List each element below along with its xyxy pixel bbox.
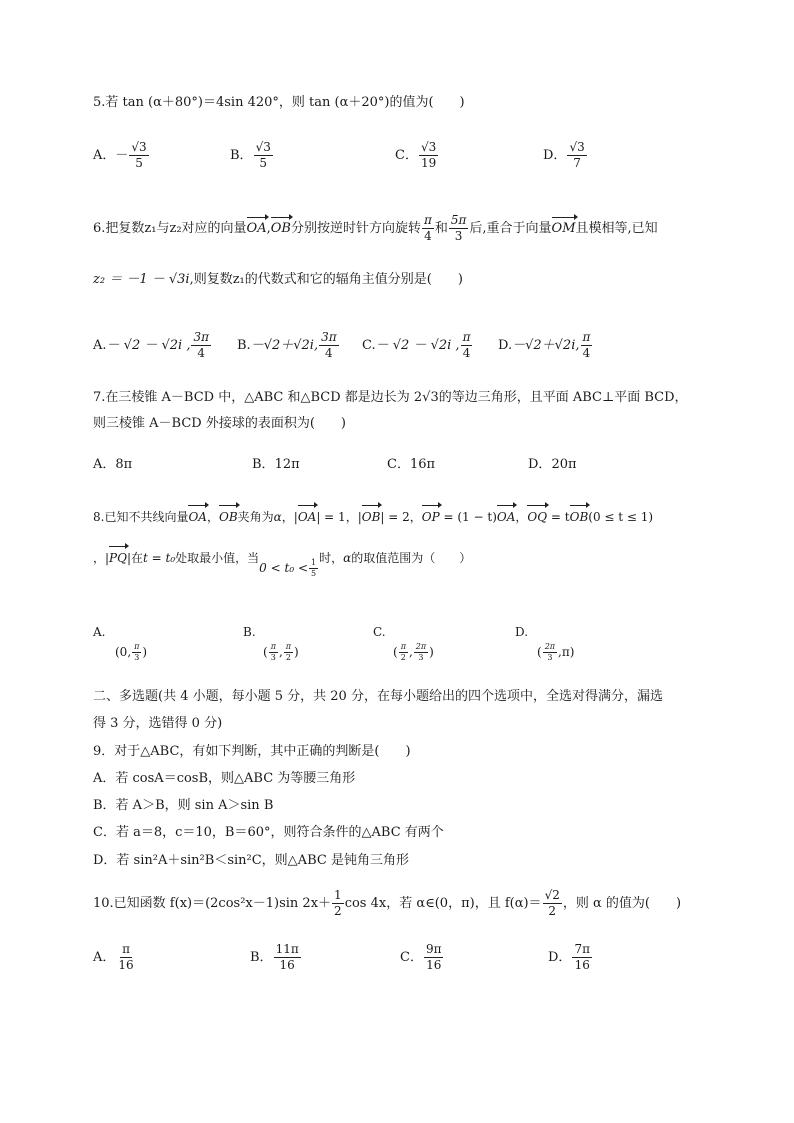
q10-stem: 10.已知函数 f(x)＝(2cos²x－1)sin 2x＋ $\frac{1}{2}$ cos 4x，若 α∈(0，π)，且 f(α)＝ $\frac{√2}{2}$ ，则 α 的值为( ) [93,888,682,918]
q5-option-c: C． $\frac{√3}{19}$ [395,140,437,170]
q8-line-1: 8.已知不共线向量OA，OB夹角为α，|OA| = 1，|OB| = 2，OP = (1 − t)OA，OQ = tOB(0 ≤ t ≤ 1) [93,507,653,527]
section2-heading-line-1: 二、多选题(共 4 小题，每小题 5 分，共 20 分，在每小题给出的四个选项中，全选对得满分，漏选 [93,689,663,704]
q6-option-a: A.－ √2 － √2i , $\frac{3\pi}{4}$ [93,330,209,360]
q6-option-c: C.－ √2 － √2i , $\frac{\pi}{4}$ [362,330,471,360]
q8-option-c: C. ( $\frac{\pi}{2}$ , $\frac{2\pi}{3}$ ) [373,625,434,662]
q7-option-c: C．16π [387,457,436,472]
q8-option-d: D. ( $\frac{2\pi}{3}$ ,π) [515,625,575,662]
q10-option-d: D． $\frac{7\pi}{16}$ [548,942,590,972]
q10-option-c: C． $\frac{9\pi}{16}$ [400,942,442,972]
q8-option-a: A. (0, $\frac{\pi}{3}$ ) [93,625,148,662]
q9-option-b: B．若 A＞B，则 sin A＞sin B [93,798,274,813]
q7-option-b: B．12π [252,457,300,472]
q7-option-d: D．20π [528,457,577,472]
q7-option-a: A．8π [93,457,133,472]
q6-option-d: D.－√2＋√2i, $\frac{\pi}{4}$ [498,330,591,360]
q5-option-a: A．－ $\frac{√3}{5}$ [93,140,147,170]
q8-line-2: ，|PQ|在t = t₀处取最小值，当0 < t₀ < $\frac{1}{5}$ 时，α的取值范围为（ ） [93,548,471,569]
q7-line-2: 则三棱锥 A－BCD 外接球的表面积为( ) [93,416,346,431]
q9-stem: 9．对于△ABC，有如下判断，其中正确的判断是( ) [93,744,411,759]
q6-line-2: z₂ ＝ －1 － √3i,则复数z₁的代数式和它的辐角主值分别是( ) [93,272,463,287]
section2-heading-line-2: 得 3 分，选错得 0 分) [93,716,223,731]
q9-option-a: A．若 cosA＝cosB，则△ABC 为等腰三角形 [93,771,356,786]
q7-line-1: 7.在三棱锥 A－BCD 中，△ABC 和△BCD 都是边长为 2√3的等边三角形，且平面 ABC⊥平面 BCD， [93,390,688,405]
q10-option-b: B． $\frac{11\pi}{16}$ [250,942,299,972]
q6-option-b: B.－√2＋√2i, $\frac{3\pi}{4}$ [237,330,337,360]
q9-option-d: D．若 sin²A＋sin²B＜sin²C，则△ABC 是钝角三角形 [93,853,409,868]
q8-option-b: B. ( $\frac{\pi}{3}$ , $\frac{\pi}{2}$ ) [243,625,299,662]
q5-option-b: B． $\frac{√3}{5}$ [230,140,271,170]
q6-line-1: 6.把复数z₁与z₂对应的向量OA,OB分别按逆时针方向旋转 $\frac{\pi}{4}$ 和 $\frac{5\pi}{3}$ 后,重合于向量OM且模相等,已知 [93,213,658,243]
q9-option-c: C．若 a＝8，c＝10，B＝60°，则符合条件的△ABC 有两个 [93,825,444,840]
q10-option-a: A． $\frac{\pi}{16}$ [93,942,134,972]
q5-option-d: D． $\frac{√3}{7}$ [543,140,585,170]
q5-stem: 5.若 tan (α＋80°)＝4sin 420°，则 tan (α＋20°)的值为( ) [93,95,465,110]
